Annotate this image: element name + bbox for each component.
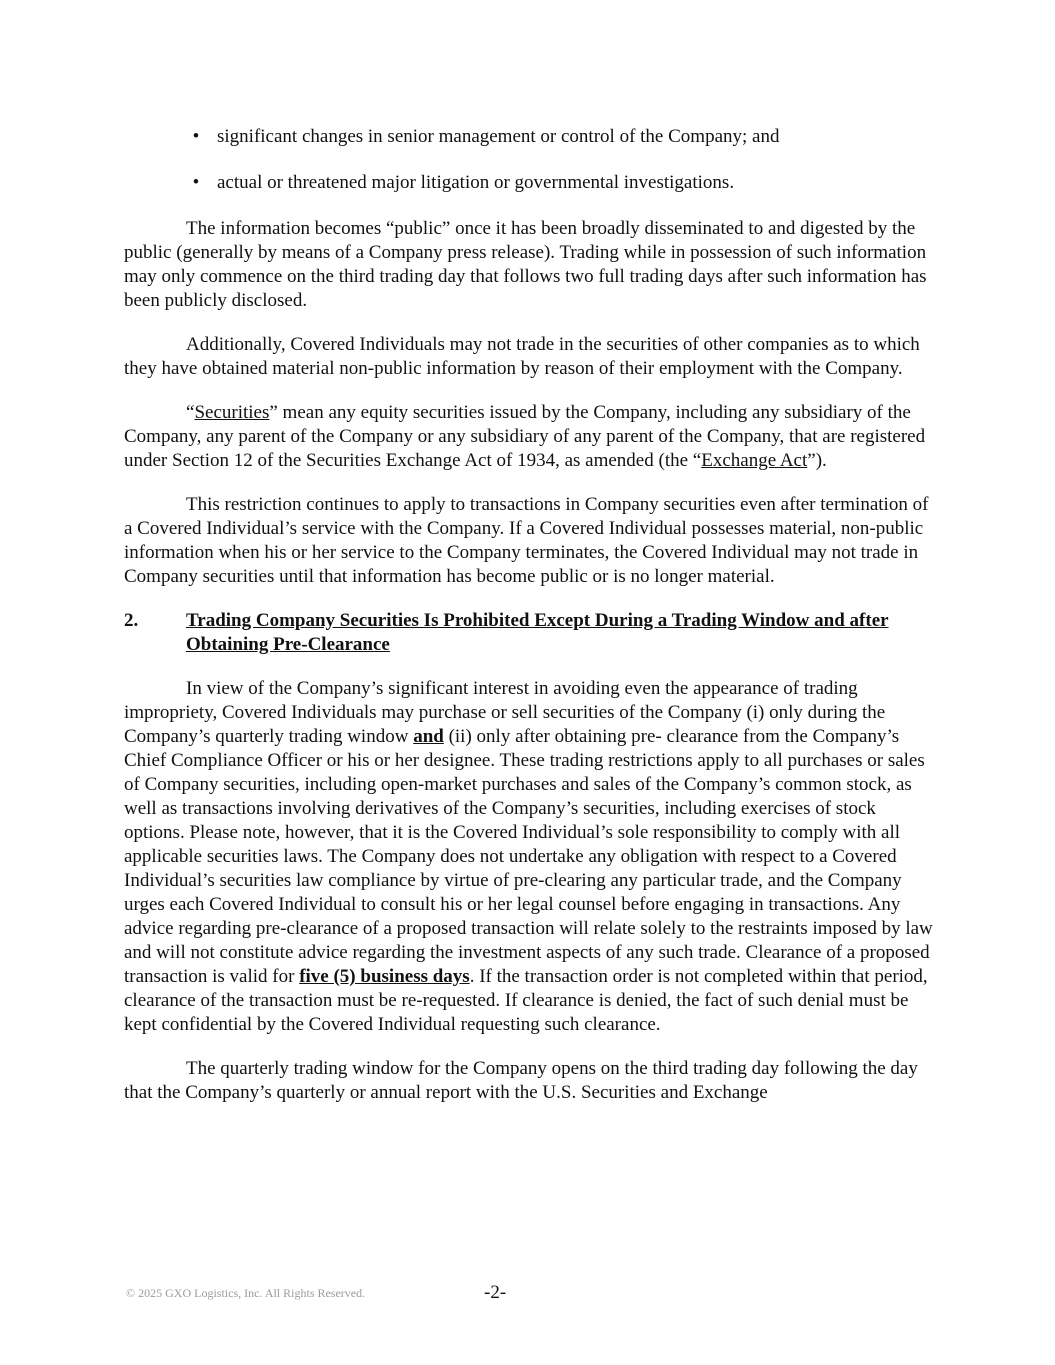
- pre-clearance-text-2: (ii) only after obtaining pre- clearance from the Company’s Chief Compliance Officer or his or her designee. These trading restrictions apply to all purchases or sales of Company securities, including open-market purchases and sales of the Company’s common stock, as well as transactions involving derivatives of the Company’s securities, including exercises of stock options. Please note, however, that it is the Covered Individual’s sole responsibility to comply with all applicable securities laws. The Company does not undertake any obligation with respect to a Covered Individual’s securities law compliance by virtue of pre-clearing any particular trade, and the Company urges each Covered Individual to consult his or her legal counsel before engaging in transactions. Any advice regarding pre-clearance of a proposed transaction will relate solely to the restraints imposed by law and will not constitute advice regarding the investment aspects of any such trade. Clearance of a proposed transaction is valid for: [124, 726, 933, 987]
- defined-term-exchange-act: Exchange Act: [701, 450, 808, 471]
- bullet-icon: •: [192, 126, 200, 147]
- bullet-text: actual or threatened major litigation or governmental investigations.: [217, 172, 735, 193]
- paragraph-securities-definition: [124, 401, 934, 473]
- pre-clearance-text-1: In view of the Company’s significant interest in avoiding even the appearance of trading impropriety, Covered Individuals may purchase or sell securities of the Company (i) only during the Company’s quarterly trading window: [124, 678, 886, 747]
- section-title: Trading Company Securities Is Prohibited Except During a Trading Window and after Obtaining Pre-Clearance: [186, 610, 889, 655]
- paragraph-trading-window: The quarterly trading window for the Company opens on the third trading day following the day that the Company’s quarterly or annual report with the U.S. Securities and Exchange: [124, 1058, 918, 1103]
- paragraph-termination: This restriction continues to apply to transactions in Company securities even after termination of a Covered Individual’s service with the Company. If a Covered Individual possesses material, non-public information when his or her service to the Company terminates, the Covered Individual may not trade in Company securities until that information has become public or is no longer material.: [124, 494, 929, 587]
- bullet-icon: •: [192, 172, 200, 193]
- pre-clearance-text-3: . If the transaction order is not completed within that period, clearance of the transaction must be re-requested. If clearance is denied, the fact of such denial must be kept confidential by the Covered Individual requesting such clearance.: [124, 966, 928, 1035]
- open-quote: “: [186, 402, 195, 423]
- bullet-text: significant changes in senior management or control of the Company; and: [217, 126, 780, 147]
- securities-text: ” mean any equity securities issued by the Company, including any subsidiary of the Company, any parent of the Company or any subsidiary of any parent of the Company, that are registered under Section 12 of the Securities Exchange Act of 1934, as amended (the “: [124, 402, 926, 471]
- paragraph-public-definition: The information becomes “public” once it has been broadly disseminated to and digested by the public (generally by means of a Company press release). Trading while in possession of such information may only commence on the third trading day that follows two full trading days after such information has been publicly disclosed.: [124, 218, 927, 311]
- page-footer: [126, 1282, 826, 1306]
- bullet-item: [124, 171, 934, 195]
- paragraph-other-companies: Additionally, Covered Individuals may not trade in the securities of other companies as to which they have obtained material non-public information by reason of their employment with the Company.: [124, 334, 920, 379]
- bullet-item: [124, 125, 934, 149]
- paragraph-pre-clearance: [124, 677, 934, 1037]
- section-heading: [124, 609, 934, 657]
- page-body: [124, 125, 934, 1125]
- defined-term-securities: Securities: [194, 402, 270, 423]
- copyright-notice: © 2025 GXO Logistics, Inc. All Rights Reserved.: [126, 1286, 366, 1300]
- securities-text-end: ”).: [807, 450, 827, 471]
- emphasis-five-business-days: five (5) business days: [299, 966, 470, 987]
- section-number: 2.: [124, 610, 139, 631]
- emphasis-and: and: [413, 726, 444, 747]
- page-number: -2-: [484, 1282, 507, 1303]
